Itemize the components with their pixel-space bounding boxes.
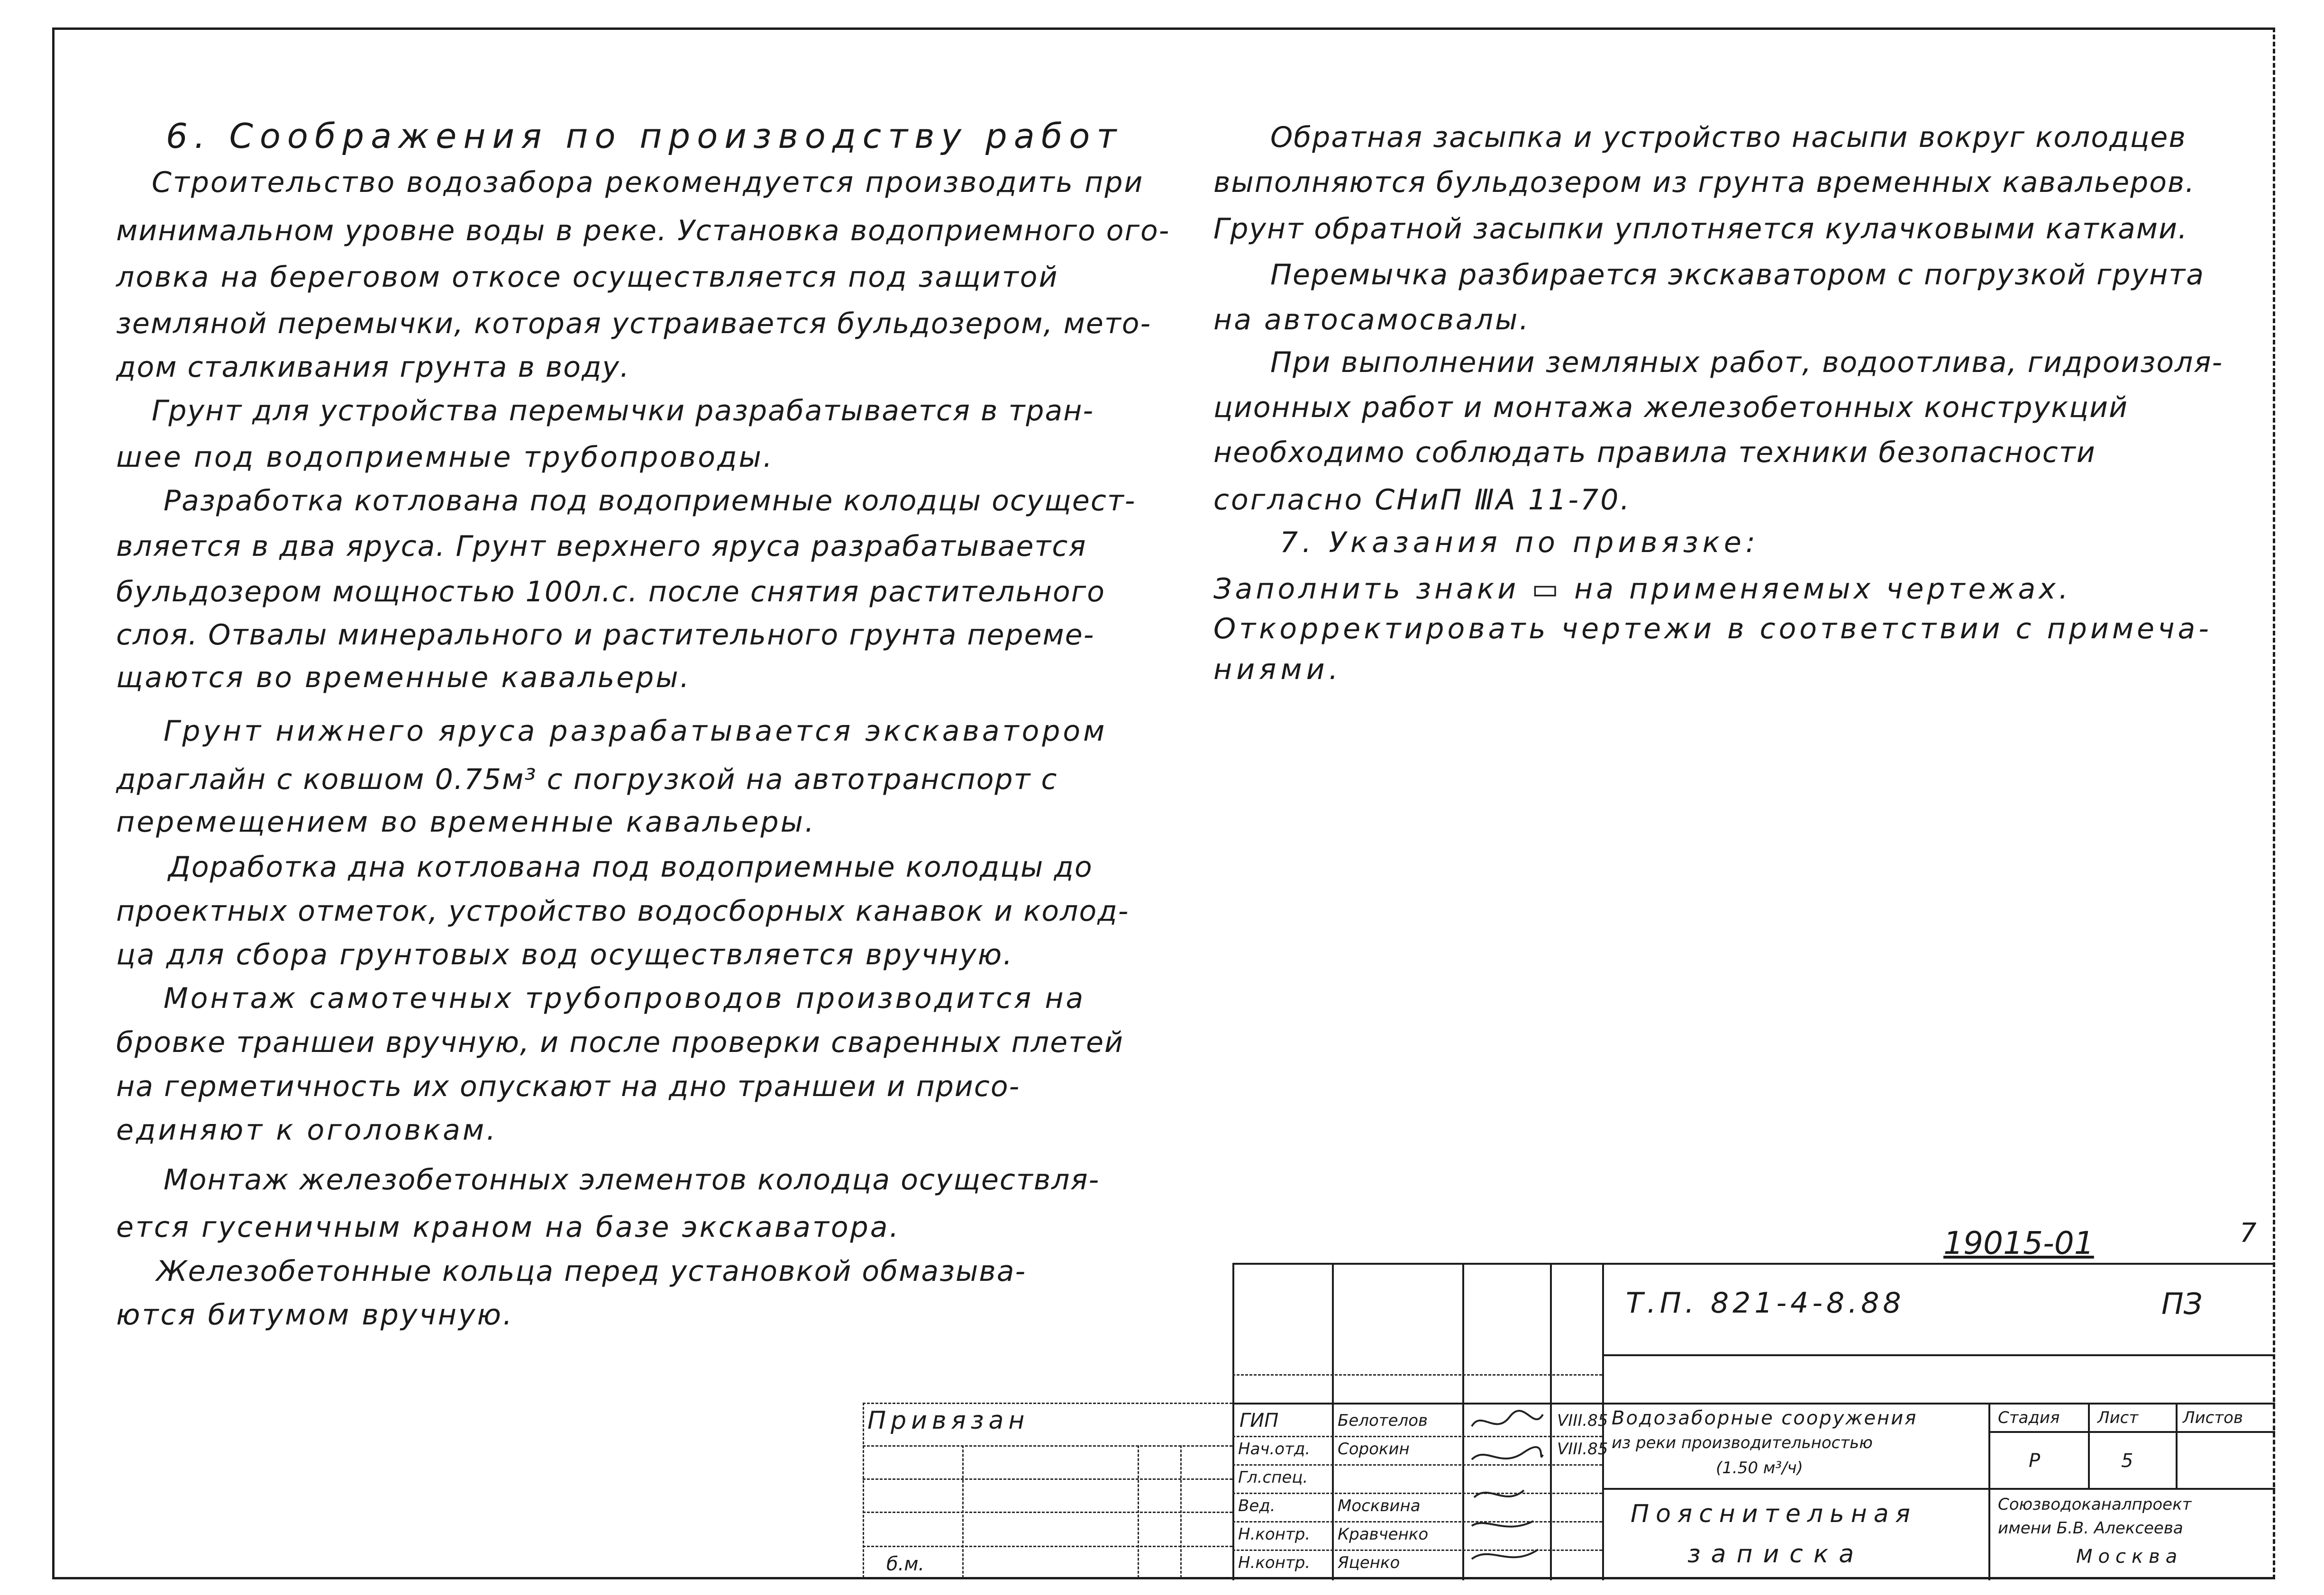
grid-line [1138,1445,1139,1578]
text-line: проектных отметок, устройство водосборных канавок и колод- [116,895,1130,928]
grid-line [863,1546,1232,1547]
role-label: Гл.спец. [1238,1468,1308,1487]
grid-line [863,1403,1232,1404]
text-line: на герметичность их опускают на дно траншеи и присо- [116,1070,1021,1103]
organization-line: Москва [2076,1546,2183,1568]
text-line: При выполнении земляных работ, водоотлива, гидроизоля- [1270,346,2224,379]
grid-line [863,1512,1232,1513]
title-block-line [1232,1403,2275,1405]
title-block-divider [1988,1403,1990,1580]
grid-line [863,1478,1232,1480]
section-7-heading: 7. Указания по привязке: [1280,526,1759,559]
text-line: ловка на береговом откосе осуществляется под защитой [116,261,1059,294]
section-6-heading: 6. Соображения по производству работ [166,116,1123,156]
stage-value: Р [2029,1450,2041,1472]
text-line: Железобетонные кольца перед установкой обмазыва- [156,1255,1027,1288]
archive-number: 19015-01 [1943,1225,2094,1261]
text-line: Грунт нижнего яруса разрабатывается экскаватором [164,715,1108,748]
text-line: Строительство водозабора рекомендуется производить при [152,166,1144,199]
text-line: Перемычка разбирается экскаватором с погрузкой грунта [1270,258,2205,291]
text-line: земляной перемычки, которая устраивается бульдозером, мето- [116,307,1152,340]
sheet-corner-number: 7 [2240,1218,2257,1249]
role-label: Вед. [1238,1496,1276,1515]
text-line: бровке траншеи вручную, и после проверки сваренных плетей [116,1026,1124,1059]
text-line: щаются во временные кавальеры. [116,661,691,694]
text-line: Грунт для устройства перемычки разрабатывается в тран- [152,394,1094,427]
text-line: необходимо соблюдать правила техники безопасности [1213,436,2096,469]
document-title-line: Пояснительная [1631,1500,1917,1528]
role-label: Нач.отд. [1238,1440,1311,1459]
project-title-line: (1.50 м³/ч) [1716,1459,1803,1477]
text-line: ется гусеничным краном на базе экскаватора. [116,1211,901,1244]
note-line: ниями. [1213,653,1342,686]
text-line: перемещением во временные кавальеры. [116,806,816,839]
person-name: Яценко [1338,1553,1400,1572]
title-block-line [1602,1488,2275,1490]
grid-line [863,1403,864,1578]
text-line: Обратная засыпка и устройство насыпи вокруг колодцев [1270,121,2187,154]
document-title-line: записка [1687,1540,1865,1568]
person-name: Белотелов [1338,1411,1428,1430]
grid-line [962,1445,964,1578]
sheet-header: Лист [2097,1408,2139,1427]
text-line: выполняются бульдозером из грунта временных кавальеров. [1213,166,2196,199]
text-line: драглайн с ковшом 0.75м³ с погрузкой на автотранспорт с [116,763,1058,796]
person-name: Москвина [1338,1496,1421,1515]
text-line: на автосамосвалы. [1213,303,1531,336]
stage-header: Стадия [1998,1408,2060,1427]
signatures [1467,1407,1548,1578]
project-title-line: из реки производительностью [1612,1433,1873,1452]
text-line: дом сталкивания грунта в воду. [116,351,630,384]
text-line: единяют к оголовкам. [116,1114,498,1147]
text-line: слоя. Отвалы минерального и растительного грунта переме- [116,618,1095,652]
privyazan-label: Привязан [867,1406,1030,1435]
title-block-line [1602,1354,2275,1356]
title-block-divider [1550,1263,1552,1580]
bottom-left-mark: б.м. [886,1553,925,1575]
note-line: Откорректировать чертежи в соответствии с примеча- [1213,612,2212,645]
sheets-header: Листов [2183,1408,2243,1427]
text-line: минимальном уровне воды в реке. Установка водоприемного ого- [116,214,1170,247]
role-label: ГИП [1239,1410,1279,1432]
project-title-line: Водозаборные сооружения [1612,1407,1918,1429]
title-block-divider [2088,1403,2090,1488]
text-line: вляется в два яруса. Грунт верхнего яруса разрабатывается [116,530,1087,563]
text-line: согласно СНиП ⅢА 11-70. [1213,483,1631,517]
grid-line [863,1445,1232,1447]
title-block-divider [1462,1263,1464,1580]
text-line: Монтаж самотечных трубопроводов производится на [164,982,1086,1015]
date-label: VIII.85 [1557,1411,1608,1430]
text-line: Разработка котлована под водоприемные колодцы осущест- [164,484,1136,517]
grid-line [1232,1374,1602,1376]
text-line: шее под водоприемные трубопроводы. [116,441,774,474]
document-mark: ПЗ [2161,1287,2203,1321]
project-code: Т.П. 821-4-8.88 [1626,1287,1905,1320]
role-label: Н.контр. [1238,1525,1311,1544]
note-line: Заполнить знаки ▭ на применяемых чертежах. [1213,572,2071,606]
text-line: ца для сбора грунтовых вод осуществляется вручную. [116,938,1014,971]
title-block-top-line [1232,1263,2275,1265]
title-block-line [1988,1431,2275,1433]
text-line: ционных работ и монтажа железобетонных конструкций [1213,391,2129,424]
organization-line: Союзводоканалпроект [1998,1495,2192,1514]
person-name: Сорокин [1338,1440,1410,1459]
organization-line: имени Б.В. Алексеева [1998,1519,2183,1538]
sheet-value: 5 [2121,1450,2133,1472]
date-label: VIII.85 [1557,1440,1608,1459]
text-line: Доработка дна котлована под водоприемные колодцы до [168,851,1093,884]
title-block-divider [2176,1403,2178,1488]
title-block-left-line [1232,1263,1234,1580]
text-line: Грунт обратной засыпки уплотняется кулачковыми катками. [1213,212,2188,245]
text-line: бульдозером мощностью 100л.с. после снятия растительного [116,575,1105,608]
title-block-divider [1332,1263,1334,1580]
role-label: Н.контр. [1238,1553,1311,1572]
text-line: ются битумом вручную. [116,1298,514,1332]
grid-line [1180,1445,1182,1578]
text-line: Монтаж железобетонных элементов колодца осуществля- [164,1163,1100,1196]
person-name: Кравченко [1338,1525,1429,1544]
